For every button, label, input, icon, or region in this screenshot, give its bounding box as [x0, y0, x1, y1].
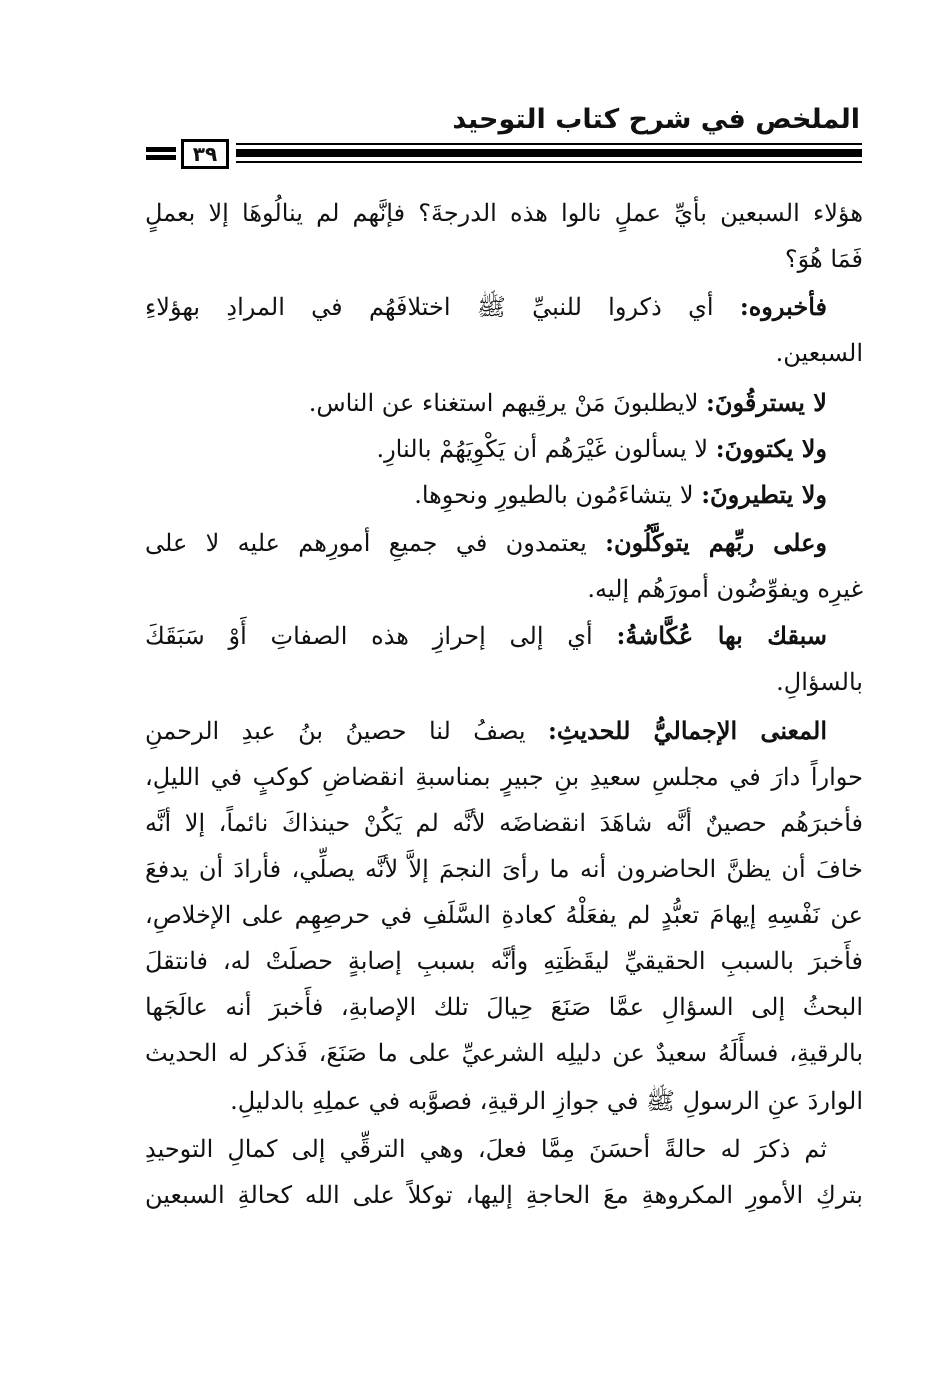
line-text: فَمَا هُوَ؟ — [784, 245, 863, 273]
line-text: يصفُ لنا حصينُ بنُ عبدِ الرحمنِ — [145, 717, 548, 745]
text-line — [145, 472, 863, 518]
page-number: ٣٩ — [181, 139, 229, 169]
text-line — [145, 754, 863, 800]
text-line — [145, 1030, 863, 1076]
text-line — [145, 330, 863, 376]
text-line — [145, 190, 863, 236]
header-rule-thin — [236, 161, 862, 163]
line-text: أي إلى إحرازِ هذه الصفاتِ أَوْ سَبَقَكَ — [145, 622, 617, 650]
line-text: غيرِه ويفوِّضُون أمورَهُم إليه. — [587, 575, 863, 603]
text-line — [145, 1172, 863, 1218]
defined-term: ولا يتطيرونَ: — [701, 480, 827, 509]
defined-term: ولا يكتوونَ: — [715, 434, 827, 463]
text-line — [145, 984, 863, 1030]
running-title: الملخص في شرح كتاب التوحيد — [452, 104, 860, 135]
text-line — [145, 659, 863, 705]
line-text: البحثُ إلى السؤالِ عمَّا صَنَعَ حِيالَ تلك الإصابةِ، فأَخبرَ أنه عالَجَها — [145, 993, 863, 1021]
line-text: بتركِ الأمورِ المكروهةِ معَ الحاجةِ إليها، توكلاً على الله كحالةِ السبعين — [145, 1181, 863, 1209]
text-line — [145, 613, 863, 659]
line-text: يعتمدون في جميعِ أمورِهم عليه لا على — [145, 529, 606, 557]
text-line — [145, 520, 863, 566]
line-text: حواراً دارَ في مجلسِ سعيدِ بنِ جبيرٍ بمناسبةِ انقضاضِ كوكبٍ في الليلِ، — [145, 763, 863, 791]
text-line — [145, 236, 863, 282]
text-line — [145, 284, 863, 330]
text-line — [145, 846, 863, 892]
text-line — [145, 380, 863, 426]
line-text: فأَخبرَ بالسببِ الحقيقيِّ ليقَظَتِهِ وأنَّه بسببِ إصابةٍ حصلَتْ له، فانتقلَ — [145, 947, 863, 975]
line-text: أي ذكروا للنبيِّ ﷺ اختلافَهُم في المرادِ بهؤلاءِ — [145, 293, 740, 321]
text-line — [145, 426, 863, 472]
line-text: لا يتشاءَمُون بالطيورِ ونحوِها. — [414, 481, 702, 509]
text-line — [145, 892, 863, 938]
line-text: عن نَفْسِهِ إيهامَ تعبُّدٍ لم يفعَلْهُ كعادةِ السَّلَفِ في حرصِهِم على الإخلاصِ، — [145, 901, 863, 929]
defined-term: المعنى الإجماليُّ للحديثِ: — [547, 716, 827, 745]
text-line — [145, 938, 863, 984]
defined-term: لا يسترقُونَ: — [706, 388, 827, 417]
text-line — [145, 800, 863, 846]
line-text: لا يسألون غَيْرَهُم أن يَكْوِيَهُمْ بالنارِ. — [376, 435, 716, 463]
defined-term: فأخبروه: — [739, 292, 827, 321]
line-text: بالسؤالِ. — [776, 668, 863, 696]
text-line — [145, 1078, 863, 1124]
text-line — [145, 708, 863, 754]
text-line — [145, 566, 863, 612]
header-rule-left — [146, 155, 176, 160]
line-text: لايطلبونَ مَنْ يرقِيهم استغناء عن الناس. — [308, 389, 707, 417]
line-text: بالرقيةِ، فسأَلَهُ سعيدٌ عن دليلِه الشرعيِّ على ما صَنَعَ، فَذكر له الحديث — [145, 1039, 863, 1067]
line-text: الواردَ عنِ الرسولِ ﷺ في جوازِ الرقيةِ، فصوَّبه في عملِهِ بالدليلِ. — [230, 1087, 863, 1115]
defined-term: سبقك بها عُكَّاشةُ: — [616, 621, 827, 650]
line-text: خافَ أن يظنَّ الحاضرون أنه ما رأىَ النجمَ إلاَّ لأنَّه يصلِّي، فأرادَ أن يدفعَ — [145, 855, 863, 883]
header-rule-thick — [236, 149, 862, 157]
line-text: ثم ذكرَ له حالةً أحسَنَ مِمَّا فعلَ، وهي الترقِّي إلى كمالِ التوحيدِ — [145, 1135, 827, 1163]
line-text: هؤلاء السبعين بأيِّ عملٍ نالوا هذه الدرجةَ؟ فإنَّهم لم ينالُوهَا إلا بعملٍ — [145, 199, 863, 227]
header-rule-thin — [236, 143, 862, 145]
line-text: السبعين. — [775, 339, 863, 367]
line-text: فأخبرَهُم حصينٌ أنَّه شاهَدَ انقضاضَه لأنَّه لم يَكُنْ حينذاكَ نائماً، إلا أنَّه — [145, 809, 863, 837]
text-line — [145, 1126, 863, 1172]
header-rule-left — [146, 147, 176, 152]
defined-term: وعلى ربِّهم يتوكَّلُون: — [605, 528, 828, 557]
